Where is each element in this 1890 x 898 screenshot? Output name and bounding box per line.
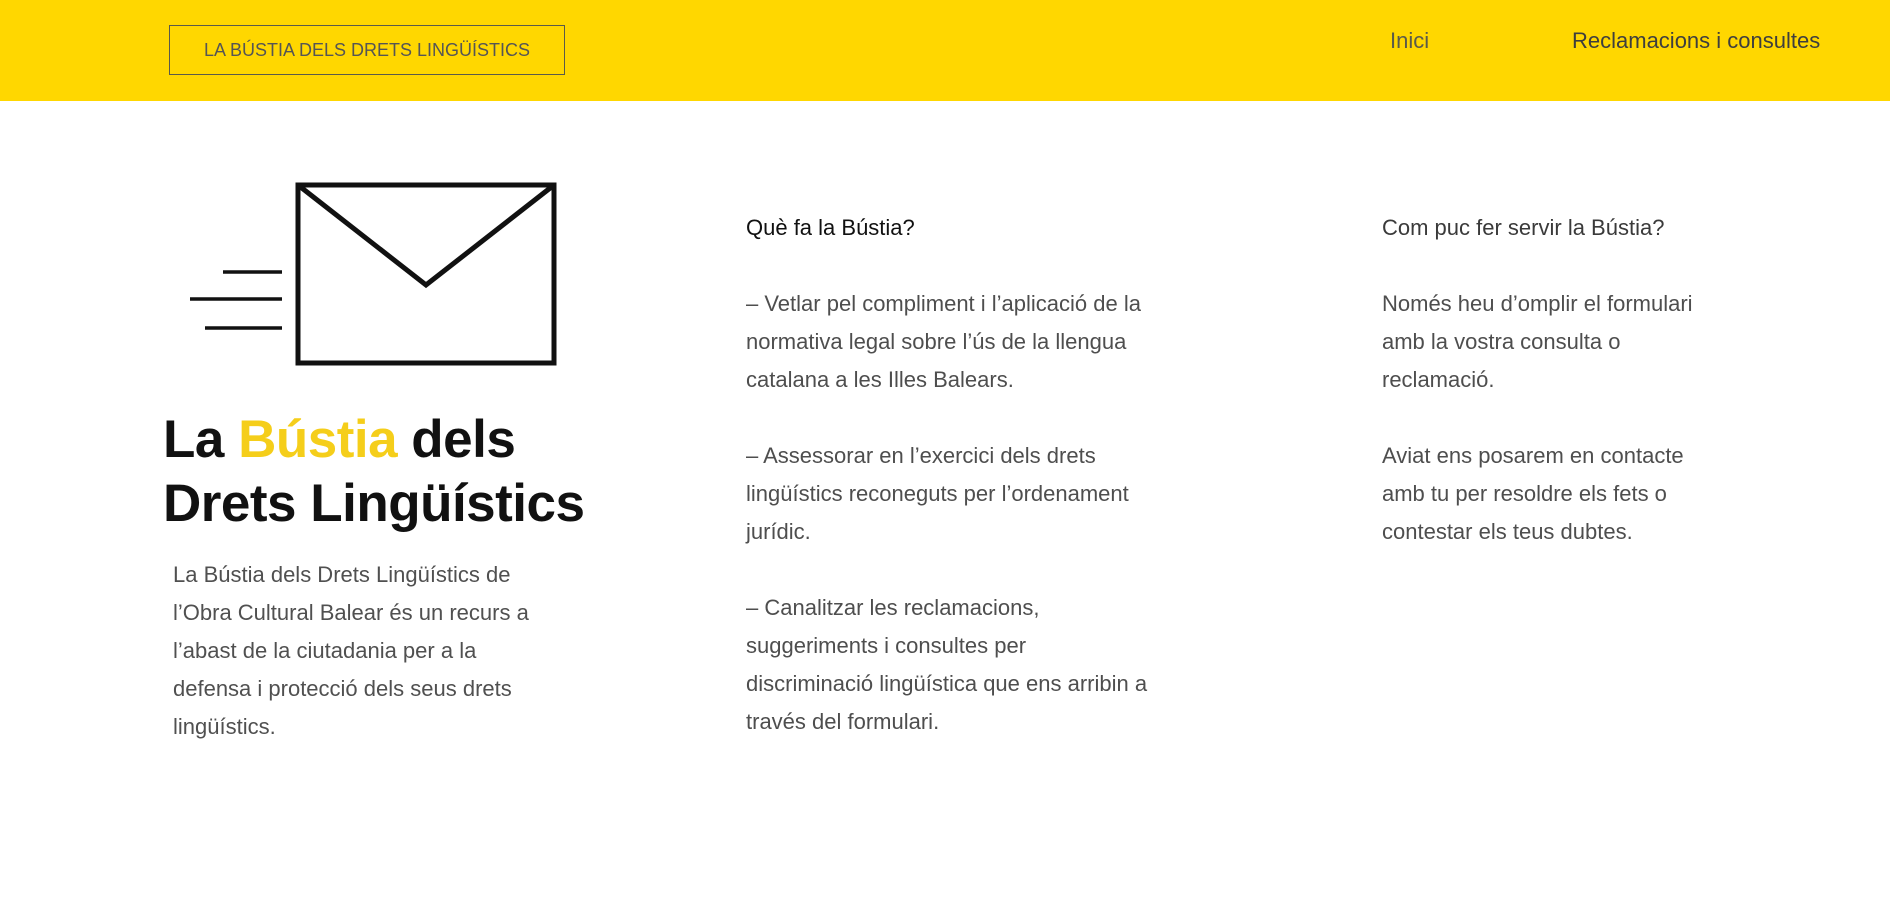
title-part-la: La	[163, 410, 239, 469]
what-item: – Vetlar pel compliment i l’aplicació de la normativa legal sobre l’ús de la llengua catalana a les Illes Balears.	[746, 291, 1141, 392]
envelope-icon	[176, 175, 562, 375]
nav-link-reclamacions[interactable]: Reclamacions i consultes	[1572, 28, 1821, 53]
title-part-dels: dels	[397, 410, 516, 469]
nav-link-inici[interactable]: Inici	[1390, 28, 1430, 53]
site-header	[0, 0, 1890, 101]
what-heading: Què fa la Bústia?	[746, 215, 915, 240]
how-heading: Com puc fer servir la Bústia?	[1382, 215, 1665, 240]
page-title	[163, 408, 783, 536]
what-section	[746, 209, 1156, 779]
site-logo-link[interactable]: LA BÚSTIA DELS DRETS LINGÜÍSTICS	[169, 25, 565, 75]
title-line-2: Drets Lingüístics	[163, 474, 585, 533]
how-item: Només heu d’omplir el formulari amb la vostra consulta o reclamació.	[1382, 291, 1693, 392]
intro-paragraph: La Bústia dels Drets Lingüístics de l’Obra Cultural Balear és un recurs a l’abast de la ciutadania per a la defensa i protecció dels seus drets lingüístics.	[173, 562, 529, 739]
what-item: – Assessorar en l’exercici dels drets lingüístics reconeguts per l’ordenament jurídic.	[746, 443, 1129, 544]
title-accent-bustia: Bústia	[238, 410, 398, 469]
how-section	[1382, 209, 1712, 589]
what-item: – Canalitzar les reclamacions, suggeriments i consultes per discriminació lingüística que ens arribin a través del formulari.	[746, 595, 1148, 734]
how-item: Aviat ens posarem en contacte amb tu per resoldre els fets o contestar els teus dubtes.	[1382, 443, 1684, 544]
